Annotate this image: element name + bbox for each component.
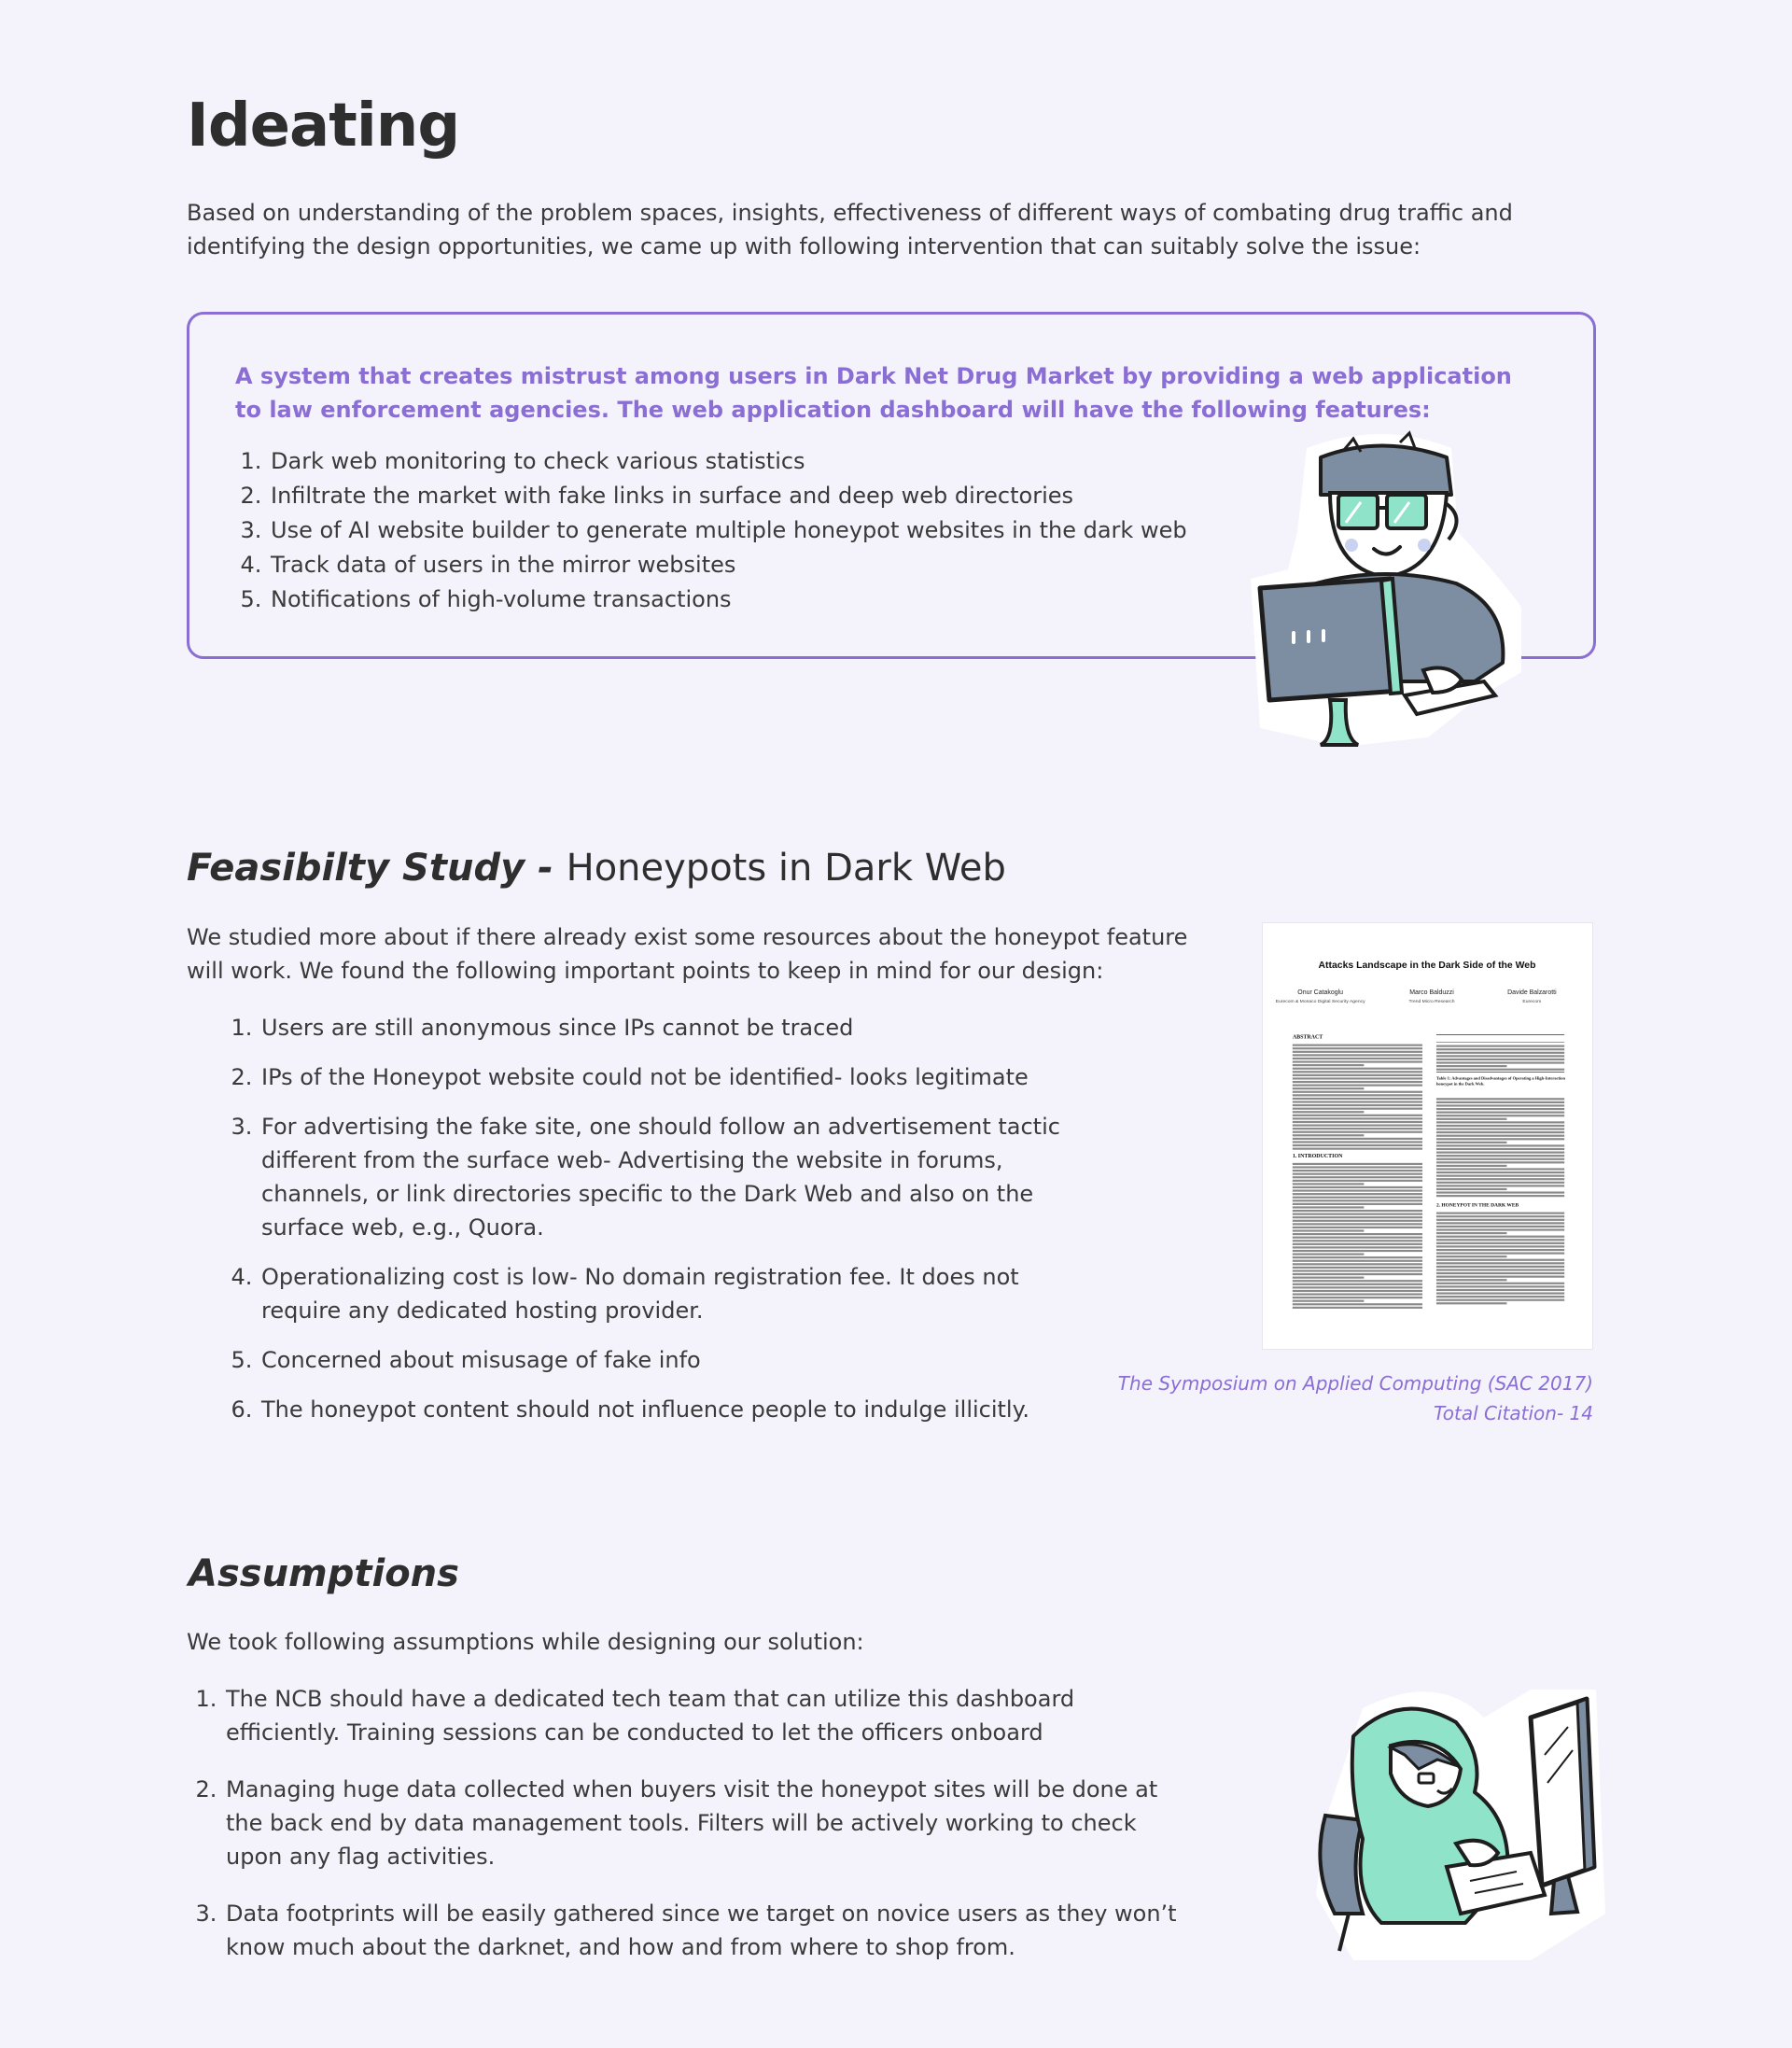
paper-text-line bbox=[1293, 1058, 1422, 1059]
paper-text-line bbox=[1293, 1253, 1365, 1255]
paper-text-line bbox=[1436, 1228, 1564, 1230]
paper-text-line bbox=[1436, 1299, 1564, 1301]
paper-affiliation: Eurecom bbox=[1522, 999, 1542, 1004]
feasibility-point: 2. IPs of the Honeypot website could not be identified- looks legitimate bbox=[259, 1060, 1062, 1094]
paper-affiliation: Eurecom & Monaco Digital Security Agency bbox=[1275, 999, 1365, 1004]
feasibility-point: 3. For advertising the fake site, one should follow an advertisement tactic different from the surface web- Advertising the website in forums, channels, or link directories specific to the Dark Web and also on the surface web, e.g., Quora. bbox=[259, 1110, 1062, 1244]
paper-text-line bbox=[1293, 1227, 1422, 1228]
paper-text-line bbox=[1293, 1290, 1422, 1292]
paper-text-line bbox=[1436, 1213, 1564, 1214]
assumption-item: 1. The NCB should have a dedicated tech team that can utilize this dashboard efficiently. Training sessions can be conducted to let the officers onboard bbox=[224, 1682, 1195, 1749]
paper-text-line bbox=[1293, 1148, 1422, 1150]
paper-venue: The Symposium on Applied Computing (SAC 2017) bbox=[1117, 1372, 1593, 1395]
paper-text-line bbox=[1293, 1176, 1422, 1178]
paper-text-line bbox=[1436, 1121, 1564, 1123]
paper-text-line bbox=[1293, 1206, 1365, 1208]
paper-intro-heading: 1. INTRODUCTION bbox=[1292, 1153, 1343, 1159]
paper-text-line bbox=[1293, 1267, 1422, 1269]
paper-text-line bbox=[1293, 1189, 1422, 1191]
paper-text-line bbox=[1436, 1285, 1564, 1287]
paper-text-line bbox=[1293, 1223, 1422, 1225]
paper-text-line bbox=[1436, 1118, 1506, 1120]
paper-text-line bbox=[1293, 1277, 1365, 1279]
assumption-item: 2. Managing huge data collected when buyers visit the honeypot sites will be done at the back end by data management tools. Filters will be actively working to check upon any flag activities. bbox=[224, 1773, 1195, 1873]
paper-text-line bbox=[1293, 1273, 1422, 1275]
paper-text-line bbox=[1436, 1138, 1564, 1140]
paper-text-line bbox=[1293, 1286, 1422, 1288]
paper-text-line bbox=[1293, 1250, 1422, 1252]
paper-text-line bbox=[1293, 1091, 1422, 1093]
paper-text-line bbox=[1293, 1303, 1422, 1305]
solution-statement: A system that creates mistrust among users in Dark Net Drug Market by providing a web application to law enforcement agencies. The web application dashboard will have the following features: bbox=[235, 363, 1512, 423]
paper-text-line bbox=[1293, 1203, 1422, 1205]
paper-text-line bbox=[1436, 1296, 1564, 1298]
assumption-item: 3. Data footprints will be easily gathered since we target on novice users as they won’t know much about the darknet, and how and from where to shop from. bbox=[224, 1897, 1195, 1964]
paper-title: Attacks Landscape in the Dark Side of the Web bbox=[1318, 961, 1536, 972]
paper-text-line bbox=[1436, 1262, 1564, 1264]
paper-text-line bbox=[1436, 1178, 1564, 1180]
paper-text-line bbox=[1293, 1121, 1422, 1123]
paper-text-line bbox=[1436, 1239, 1564, 1241]
paper-text-line bbox=[1293, 1293, 1422, 1295]
paper-text-line bbox=[1436, 1255, 1506, 1257]
paper-text-line bbox=[1293, 1104, 1422, 1106]
hacker-illustration bbox=[1297, 1680, 1615, 1970]
paper-text-line bbox=[1436, 1272, 1564, 1274]
paper-text-line bbox=[1436, 1302, 1506, 1304]
paper-text-line bbox=[1293, 1111, 1365, 1113]
paper-text-line bbox=[1436, 1266, 1564, 1268]
feasibility-heading-light: Honeypots in Dark Web bbox=[566, 847, 1006, 890]
paper-text-line bbox=[1293, 1166, 1422, 1168]
paper-text-line bbox=[1436, 1155, 1564, 1157]
paper-text-line bbox=[1293, 1240, 1422, 1241]
paper-text-line bbox=[1436, 1259, 1564, 1261]
paper-text-line bbox=[1436, 1185, 1564, 1186]
paper-text-line bbox=[1293, 1210, 1422, 1212]
paper-text-line bbox=[1293, 1060, 1422, 1062]
paper-text-line bbox=[1436, 1061, 1564, 1063]
paper-text-line bbox=[1293, 1229, 1365, 1231]
paper-honeypot-heading: 2. HONEYPOT IN THE DARK WEB bbox=[1435, 1202, 1519, 1209]
paper-citation-count: Total Citation- 14 bbox=[1434, 1402, 1593, 1424]
paper-text-line bbox=[1436, 1098, 1564, 1100]
paper-text-line bbox=[1436, 1152, 1564, 1154]
feature-item: 1. Dark web monitoring to check various statistics bbox=[269, 444, 1202, 479]
assumptions-heading-text: Assumptions bbox=[189, 1552, 459, 1595]
paper-text-line bbox=[1293, 1117, 1422, 1119]
paper-text-line bbox=[1293, 1199, 1422, 1201]
paper-text-line bbox=[1436, 1128, 1564, 1129]
research-paper-thumbnail[interactable] bbox=[1262, 922, 1593, 1350]
paper-text-line bbox=[1436, 1048, 1564, 1050]
paper-text-line bbox=[1436, 1182, 1564, 1184]
paper-text-line bbox=[1293, 1180, 1422, 1182]
paper-text-line bbox=[1436, 1168, 1564, 1170]
paper-caption bbox=[1118, 1368, 1593, 1428]
paper-text-line bbox=[1436, 1236, 1564, 1238]
paper-text-line bbox=[1436, 1104, 1564, 1106]
paper-text-line bbox=[1293, 1197, 1422, 1199]
paper-text-line bbox=[1436, 1148, 1564, 1150]
paper-text-line bbox=[1293, 1243, 1422, 1245]
paper-text-line bbox=[1436, 1135, 1564, 1137]
paper-text-line bbox=[1293, 1173, 1422, 1175]
paper-text-line bbox=[1293, 1128, 1422, 1129]
paper-text-line bbox=[1293, 1213, 1422, 1215]
paper-author: Marco Balduzzi bbox=[1409, 989, 1454, 996]
page-title: Ideating bbox=[187, 91, 460, 161]
paper-text-line bbox=[1436, 1059, 1564, 1060]
paper-text-line bbox=[1293, 1045, 1422, 1046]
paper-text-line bbox=[1293, 1300, 1365, 1302]
paper-text-line bbox=[1436, 1101, 1564, 1103]
feature-item: 5. Notifications of high-volume transactions bbox=[269, 582, 1202, 617]
feature-item: 3. Use of AI website builder to generate multiple honeypot websites in the dark web bbox=[269, 513, 1202, 548]
paper-text-line bbox=[1293, 1297, 1422, 1298]
paper-text-line bbox=[1293, 1307, 1422, 1309]
paper-text-line bbox=[1293, 1220, 1422, 1222]
paper-text-line bbox=[1293, 1263, 1422, 1265]
paper-text-line bbox=[1293, 1256, 1422, 1258]
feasibility-point: 5. Concerned about misusage of fake info bbox=[259, 1343, 1062, 1377]
paper-text-line bbox=[1436, 1069, 1564, 1071]
assumptions-list bbox=[224, 1682, 1195, 1987]
paper-text-line bbox=[1436, 1144, 1564, 1146]
paper-text-line bbox=[1436, 1292, 1564, 1294]
feasibility-points bbox=[259, 1011, 1062, 1442]
paper-text-line bbox=[1436, 1242, 1564, 1244]
feasibility-point: 6. The honeypot content should not influence people to indulge illicitly. bbox=[259, 1393, 1062, 1426]
paper-text-line bbox=[1293, 1216, 1422, 1218]
paper-text-line bbox=[1436, 1219, 1564, 1221]
feature-list bbox=[269, 444, 1202, 617]
paper-text-line bbox=[1436, 1131, 1564, 1133]
paper-abstract-heading: ABSTRACT bbox=[1292, 1034, 1323, 1041]
feasibility-point: 4. Operationalizing cost is low- No domain registration fee. It does not require any dedicated hosting provider. bbox=[259, 1260, 1062, 1327]
paper-text-line bbox=[1436, 1052, 1564, 1054]
paper-author: Onur Catakoglu bbox=[1297, 989, 1344, 996]
paper-text-line bbox=[1293, 1144, 1422, 1146]
paper-text-line bbox=[1293, 1054, 1422, 1056]
feasibility-point: 1. Users are still anonymous since IPs cannot be traced bbox=[259, 1011, 1062, 1045]
paper-text-line bbox=[1293, 1246, 1422, 1248]
feasibility-intro: We studied more about if there already exist some resources about the honeypot feature will work. We found the following important points to keep in mind for our design: bbox=[187, 924, 1188, 984]
paper-text-line bbox=[1293, 1074, 1422, 1076]
paper-text-line bbox=[1436, 1191, 1564, 1193]
paper-text-line bbox=[1293, 1085, 1422, 1087]
paper-text-line bbox=[1293, 1163, 1422, 1165]
assumptions-heading bbox=[189, 1551, 459, 1596]
paper-text-line bbox=[1436, 1115, 1564, 1116]
paper-text-line bbox=[1293, 1077, 1422, 1079]
paper-text-line bbox=[1293, 1098, 1422, 1100]
assumptions-intro: We took following assumptions while designing our solution: bbox=[187, 1629, 864, 1655]
paper-text-line bbox=[1436, 1125, 1564, 1127]
paper-text-line bbox=[1293, 1101, 1422, 1102]
paper-text-line bbox=[1293, 1186, 1422, 1188]
paper-text-line bbox=[1436, 1232, 1506, 1234]
paper-text-line bbox=[1293, 1047, 1422, 1049]
ideating-intro: Based on understanding of the problem spaces, insights, effectiveness of different ways of combating drug traffic and identifying the design opportunities, we came up with following intervention that can suitably solve the issue: bbox=[187, 200, 1513, 260]
paper-text-line bbox=[1436, 1142, 1506, 1143]
paper-text-line bbox=[1436, 1108, 1564, 1110]
paper-text-line bbox=[1293, 1183, 1365, 1185]
paper-text-line bbox=[1293, 1087, 1365, 1089]
paper-text-line bbox=[1436, 1245, 1564, 1247]
paper-text-line bbox=[1293, 1081, 1422, 1083]
paper-affiliation: Trend Micro Research bbox=[1408, 999, 1455, 1004]
paper-text-line bbox=[1436, 1161, 1564, 1163]
paper-text-line bbox=[1293, 1064, 1365, 1066]
paper-text-line bbox=[1436, 1226, 1564, 1227]
paper-text-line bbox=[1293, 1108, 1422, 1110]
paper-author: Davide Balzarotti bbox=[1507, 989, 1557, 996]
paper-text-line bbox=[1293, 1138, 1422, 1140]
paper-text-line bbox=[1436, 1283, 1564, 1284]
paper-text-line bbox=[1436, 1188, 1506, 1190]
paper-text-line bbox=[1436, 1252, 1564, 1254]
paper-text-line bbox=[1436, 1055, 1564, 1057]
paper-text-line bbox=[1293, 1237, 1422, 1239]
paper-text-line bbox=[1293, 1131, 1422, 1133]
paper-text-line bbox=[1436, 1289, 1564, 1291]
feasibility-heading bbox=[187, 846, 1006, 891]
paper-text-line bbox=[1293, 1134, 1365, 1136]
paper-text-line bbox=[1293, 1141, 1422, 1143]
paper-text-line bbox=[1293, 1284, 1422, 1285]
paper-text-line bbox=[1293, 1260, 1422, 1262]
paper-text-line bbox=[1436, 1195, 1564, 1197]
paper-text-line bbox=[1293, 1071, 1422, 1073]
paper-text-line bbox=[1293, 1233, 1422, 1235]
paper-text-line bbox=[1293, 1094, 1422, 1096]
feature-item: 2. Infiltrate the market with fake links in surface and deep web directories bbox=[269, 479, 1202, 513]
paper-text-line bbox=[1436, 1165, 1506, 1167]
paper-table-caption-box bbox=[1436, 1075, 1566, 1094]
paper-table-caption: Table 1: Advantages and Disadvantages of Operating a High-Interaction honeypot in the Dark Web. bbox=[1435, 1075, 1566, 1086]
paper-text-line bbox=[1293, 1280, 1422, 1282]
paper-text-line bbox=[1436, 1065, 1506, 1067]
paper-text-line bbox=[1436, 1222, 1564, 1224]
paper-text-line bbox=[1436, 1112, 1564, 1114]
paper-text-line bbox=[1293, 1068, 1422, 1070]
paper-text-line bbox=[1436, 1279, 1506, 1281]
paper-text-line bbox=[1436, 1269, 1564, 1270]
feasibility-heading-strong: Feasibilty Study - bbox=[187, 847, 553, 890]
paper-text-line bbox=[1436, 1045, 1564, 1047]
paper-text-line bbox=[1436, 1171, 1564, 1173]
paper-text-line bbox=[1293, 1115, 1422, 1116]
paper-text-line bbox=[1436, 1158, 1564, 1160]
paper-text-line bbox=[1293, 1170, 1422, 1171]
paper-text-line bbox=[1293, 1124, 1422, 1126]
paper-text-line bbox=[1293, 1051, 1422, 1053]
paper-text-line bbox=[1436, 1175, 1564, 1177]
paper-text-line bbox=[1293, 1193, 1422, 1195]
developer-illustration bbox=[1241, 429, 1540, 747]
paper-text-line bbox=[1293, 1269, 1422, 1271]
paper-text-line bbox=[1436, 1215, 1564, 1217]
feature-item: 4. Track data of users in the mirror websites bbox=[269, 548, 1202, 582]
paper-text-line bbox=[1436, 1249, 1564, 1251]
paper-text-line bbox=[1436, 1276, 1564, 1278]
